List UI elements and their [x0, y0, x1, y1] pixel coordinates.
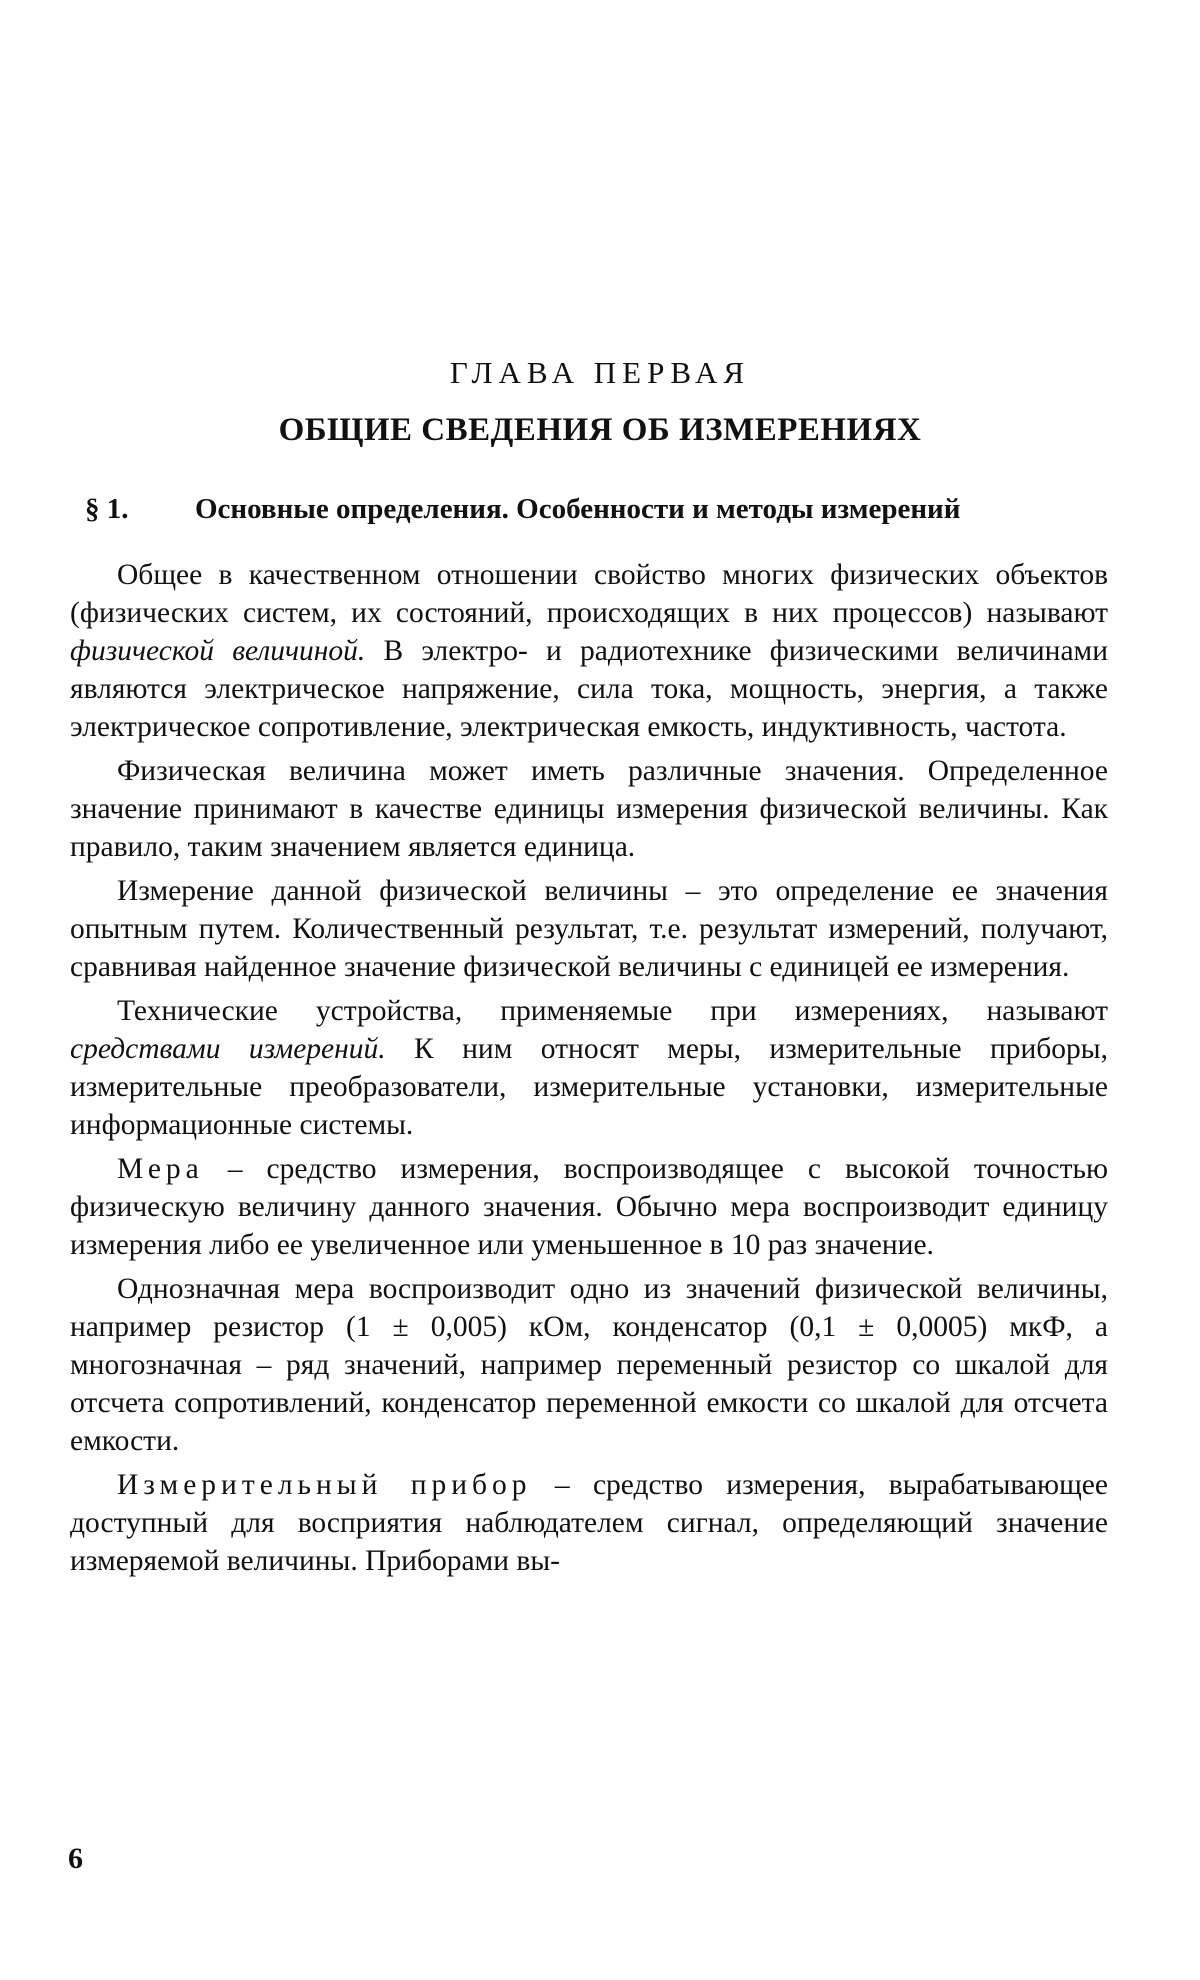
paragraph-text: – средство измерения, воспроизводящее с высокой точностью физическую величину данного значения. Обычно мера воспроизводит единицу измерения либо ее увеличенное или уменьшенное в 10 раз значение.	[70, 1153, 1108, 1261]
section-number: § 1.	[85, 493, 129, 525]
body-text	[70, 556, 1108, 1586]
term-spaced: Мера	[117, 1153, 204, 1185]
page-number: 6	[68, 1842, 83, 1875]
section-heading	[85, 493, 1135, 526]
paragraph	[70, 1150, 1108, 1264]
paragraph-text: К ним относят меры, измерительные приборы, измерительные преобразователи, измерительные установки, измерительные информационные системы.	[70, 1033, 1108, 1141]
paragraph: Физическая величина может иметь различные значения. Определенное значение принимают в качестве единицы измерения физической величины. Как правило, таким значением является единица.	[70, 755, 1108, 863]
term-emphasis: средствами измерений.	[70, 1033, 386, 1065]
section-title: Основные определения. Особенности и методы измерений	[195, 493, 961, 525]
paragraph-text: – средство измерения, вырабатывающее доступный для восприятия наблюдателем сигнал, определяющий значение измеряемой величины. Приборами вы-	[70, 1469, 1108, 1577]
chapter-label: ГЛАВА ПЕРВАЯ	[449, 355, 751, 390]
paragraph: Однозначная мера воспроизводит одно из значений физической величины, например резистор (1 ± 0,005) кОм, конденсатор (0,1 ± 0,0005) мкФ, а многозначная – ряд значений, например переменный резистор со шкалой для отсчета сопротивлений, конденсатор переменной емкости со шкалой для отсчета емкости.	[70, 1273, 1108, 1457]
paragraph	[70, 992, 1108, 1144]
paragraph	[70, 1466, 1108, 1580]
term-emphasis: физической величиной.	[70, 635, 366, 667]
paragraph-text: Общее в качественном отношении свойство многих физических объектов (физических систем, их состояний, происходящих в них процессов) называют	[70, 559, 1108, 629]
paragraph: Измерение данной физической величины – это определение ее значения опытным путем. Количественный результат, т.е. результат измерений, получают, сравнивая найденное значение физической величины с единицей ее измерения.	[70, 875, 1108, 983]
paragraph-text: В электро- и радиотехнике физическими величинами являются электрическое напряжение, сила тока, мощность, энергия, а также электрическое сопротивление, электрическая емкость, индуктивность, частота.	[70, 635, 1108, 743]
chapter-title: ОБЩИЕ СВЕДЕНИЯ ОБ ИЗМЕРЕНИЯХ	[278, 412, 922, 448]
paragraph	[70, 556, 1108, 746]
term-spaced: Измерительный прибор	[117, 1469, 532, 1501]
paragraph-text: Технические устройства, применяемые при измерениях, называют	[117, 995, 1108, 1027]
